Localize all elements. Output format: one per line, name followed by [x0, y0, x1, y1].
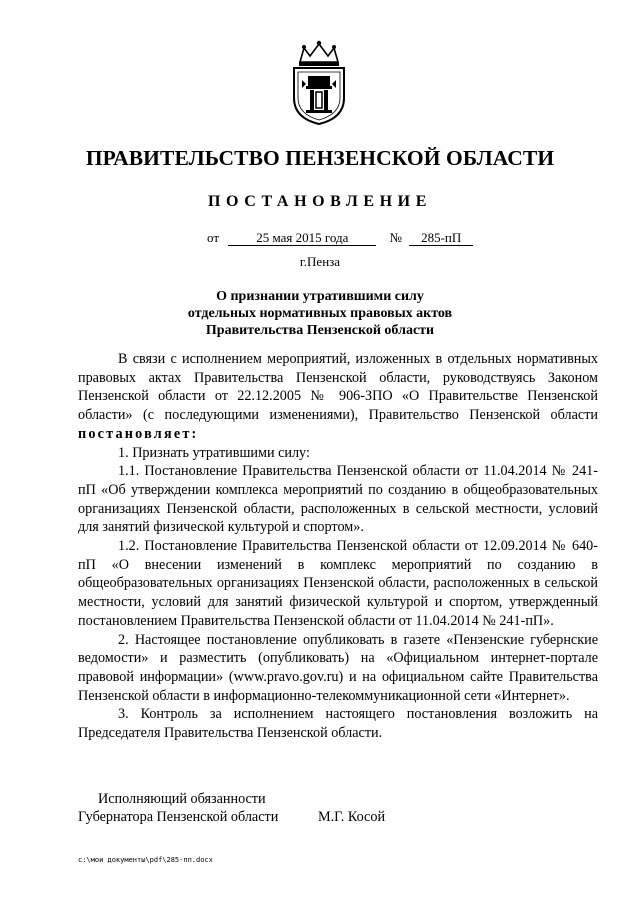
paragraph-1-2: 1.2. Постановление Правительства Пензенской области от 12.09.2014 № 640-пП «О внесении изменений в комплекс мероприятий по созданию в общеобразовательных организациях Пензенской области, расположенных в сельской местности, условий для занятий физической культурой и спортом, утвержденный постановлением Правительства Пензенской области от 11.04.2014 № 241-пП».	[78, 538, 598, 629]
document-body	[78, 350, 598, 743]
document-subject	[0, 288, 640, 339]
intro-text: В связи с исполнением мероприятий, изложенных в отдельных нормативных правовых актах Правительства Пензенской области, руководствуясь Законом Пензенской области от 22.12.2005 № 906-ЗПО «О Правительстве Пензенской области» (с последующими изменениями), Правительство Пензенской области	[78, 351, 598, 424]
subject-line-2: отдельных нормативных правовых актов	[187, 306, 453, 321]
signatory-position-line-1: Исполняющий обязанности	[98, 791, 266, 807]
resolves-word: постановляет:	[78, 425, 199, 442]
document-date: 25 мая 2015 года	[228, 230, 376, 246]
subject-line-3: Правительства Пензенской области	[205, 323, 435, 338]
date-number-line	[207, 230, 473, 246]
government-title: ПРАВИТЕЛЬСТВО ПЕНЗЕНСКОЙ ОБЛАСТИ	[85, 146, 555, 170]
document-type: ПОСТАНОВЛЕНИЕ	[208, 193, 432, 210]
intro-paragraph	[78, 350, 598, 444]
signatory-name: М.Г. Косой	[318, 809, 386, 825]
date-prefix: от	[207, 230, 220, 245]
paragraph-1: 1. Признать утратившими силу:	[118, 444, 310, 461]
document-number: 285-пП	[409, 230, 473, 246]
signatory-position-line-2: Губернатора Пензенской области	[78, 809, 279, 825]
paragraph-2: 2. Настоящее постановление опубликовать в газете «Пензенские губернские ведомости» и разместить (опубликовать) на «Официальном интернет-портале правовой информации» (www.pravo.gov.ru) и на официальном сайте Правительства Пензенской области в информационно-телекоммуникационной сети «Интернет».	[78, 631, 598, 704]
coat-of-arms-icon	[286, 40, 352, 126]
file-path-footer: c:\мои документы\pdf\285-пп.docx	[78, 856, 213, 864]
city: г.Пенза	[299, 254, 341, 269]
number-prefix: №	[389, 230, 402, 245]
paragraph-3: 3. Контроль за исполнением настоящего постановления возложить на Председателя Правительства Пензенской области.	[78, 706, 598, 742]
subject-line-1: О признании утратившими силу	[216, 289, 424, 304]
paragraph-1-1: 1.1. Постановление Правительства Пензенской области от 11.04.2014 № 241-пП «Об утверждении комплекса мероприятий по созданию в общеобразовательных организациях Пензенской области, расположенных в сельской местности, условий для занятий физической культурой и спортом».	[78, 463, 598, 536]
